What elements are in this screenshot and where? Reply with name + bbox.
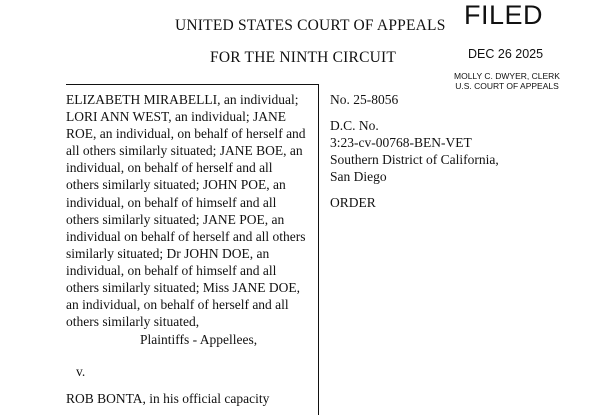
case-info-block [330,91,499,212]
clerk-name: MOLLY C. DWYER, CLERK [454,71,560,81]
parties-line: others similarly situated; Miss JANE DOE, [66,280,300,296]
parties-line: LORI ANN WEST, an individual; JANE [66,109,286,125]
court-circuit: FOR THE NINTH CIRCUIT [210,49,397,66]
dc-label: D.C. No. [330,118,379,134]
parties-line: similarly situated; Dr JOHN DOE, an [66,245,270,261]
district: Southern District of California, [330,152,499,168]
versus-label: v. [76,364,86,379]
clerk-office: U.S. COURT OF APPEALS [455,81,559,91]
parties-line: individual, on behalf of himself and all [66,194,277,210]
parties-line: individual, on behalf of himself and all [66,262,277,278]
parties-line: others similarly situated; JANE POE, an [66,211,285,227]
parties-line: ROE, an individual, on behalf of herself and [66,126,306,142]
filed-stamp-date: DEC 26 2025 [468,47,544,61]
dc-number: 3:23-cv-00768-BEN-VET [330,135,472,151]
filed-stamp-word: FILED [464,0,544,30]
case-number: No. 25-8056 [330,92,399,107]
parties-line: others similarly situated, [66,314,200,330]
parties-line: an individual, on behalf of herself and all [66,297,289,313]
filed-stamp-clerk [448,71,566,91]
parties-block [66,91,316,330]
next-party-partial: ROB BONTA, in his official capacity [66,391,270,406]
parties-line: individual, on behalf of herself and all [66,160,273,176]
parties-line: others similarly situated; JOHN POE, an [66,177,286,193]
parties-line: ELIZABETH MIRABELLI, an individual; [66,92,299,107]
court-name: UNITED STATES COURT OF APPEALS [175,17,446,34]
city: San Diego [330,169,387,185]
parties-line: individual on behalf of herself and all others [66,228,306,244]
party-role: Plaintiffs - Appellees, [140,332,258,347]
document-type: ORDER [330,195,376,211]
parties-line: all others similarly situated; JANE BOE, an [66,143,303,159]
